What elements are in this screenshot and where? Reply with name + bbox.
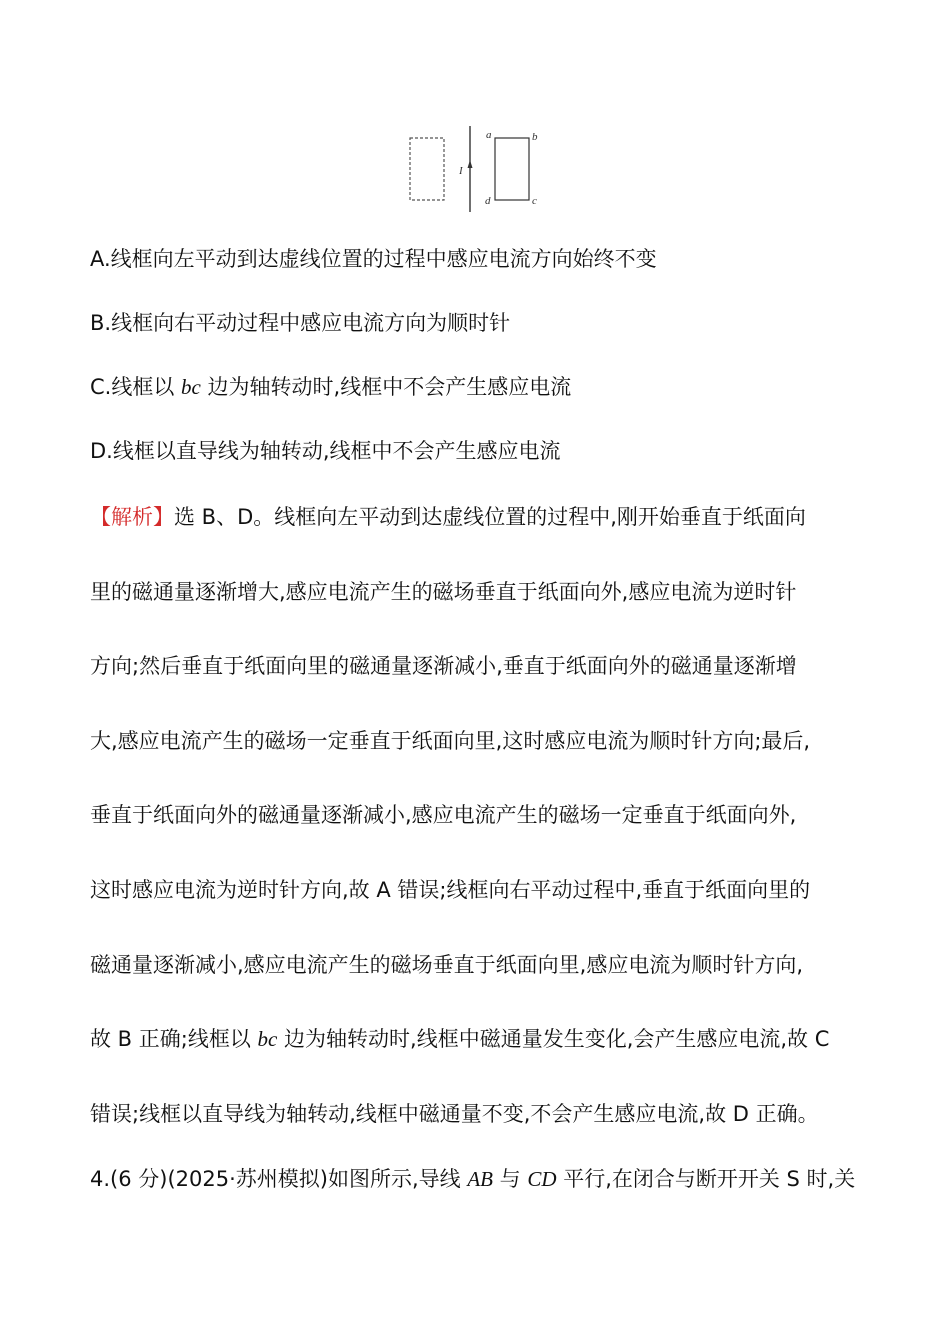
question-4-var-ab: AB bbox=[467, 1167, 493, 1191]
analysis-line-2: 里的磁通量逐渐增大,感应电流产生的磁场垂直于纸面向外,感应电流为逆时针 bbox=[90, 580, 797, 604]
option-c-suffix: 边为轴转动时,线框中不会产生感应电流 bbox=[200, 375, 572, 399]
option-a: A.线框向左平动到达虚线位置的过程中感应电流方向始终不变 bbox=[90, 247, 657, 271]
option-d: D.线框以直导线为轴转动,线框中不会产生感应电流 bbox=[90, 439, 561, 463]
vertex-c: c bbox=[532, 195, 537, 207]
vertex-d: d bbox=[485, 195, 491, 207]
vertex-a: a bbox=[486, 129, 492, 141]
question-4-suffix: 平行,在闭合与断开开关 S 时,关 bbox=[556, 1167, 856, 1191]
vertex-b: b bbox=[532, 131, 538, 143]
dashed-frame bbox=[410, 138, 444, 200]
question-4-var-cd: CD bbox=[527, 1167, 557, 1191]
option-c-prefix: C.线框以 bbox=[90, 375, 182, 399]
question-4 bbox=[90, 1164, 855, 1194]
analysis-line-9: 错误;线框以直导线为轴转动,线框中磁通量不变,不会产生感应电流,故 D 正确。 bbox=[90, 1102, 819, 1126]
wire-frame-diagram bbox=[395, 120, 555, 215]
question-4-prefix: 4.(6 分)(2025·苏州模拟)如图所示,导线 bbox=[90, 1167, 468, 1191]
wire-frame-figure bbox=[395, 120, 555, 215]
option-c-variable: bc bbox=[181, 375, 201, 399]
analysis-text-1: 选 B、D。线框向左平动到达虚线位置的过程中,刚开始垂直于纸面向 bbox=[174, 505, 806, 529]
current-arrow bbox=[468, 160, 473, 168]
option-c bbox=[90, 372, 571, 402]
analysis-line-1 bbox=[90, 502, 806, 532]
current-label: I bbox=[459, 165, 463, 177]
analysis-label: 【解析】 bbox=[90, 505, 174, 529]
solid-frame bbox=[495, 138, 529, 200]
analysis-line-8-variable: bc bbox=[257, 1027, 278, 1051]
analysis-line-8-prefix: 故 B 正确;线框以 bbox=[90, 1027, 258, 1051]
option-b: B.线框向右平动过程中感应电流方向为顺时针 bbox=[90, 311, 511, 335]
analysis-line-6: 这时感应电流为逆时针方向,故 A 错误;线框向右平动过程中,垂直于纸面向里的 bbox=[90, 878, 811, 902]
question-4-mid: 与 bbox=[492, 1167, 528, 1191]
analysis-line-3: 方向;然后垂直于纸面向里的磁通量逐渐减小,垂直于纸面向外的磁通量逐渐增 bbox=[90, 654, 797, 678]
analysis-line-8-suffix: 边为轴转动时,线框中磁通量发生变化,会产生感应电流,故 C bbox=[277, 1027, 830, 1051]
analysis-line-4: 大,感应电流产生的磁场一定垂直于纸面向里,这时感应电流为顺时针方向;最后, bbox=[90, 729, 811, 753]
analysis-line-5: 垂直于纸面向外的磁通量逐渐减小,感应电流产生的磁场一定垂直于纸面向外, bbox=[90, 803, 797, 827]
analysis-line-8 bbox=[90, 1024, 829, 1054]
analysis-line-7: 磁通量逐渐减小,感应电流产生的磁场垂直于纸面向里,感应电流为顺时针方向, bbox=[90, 953, 804, 977]
